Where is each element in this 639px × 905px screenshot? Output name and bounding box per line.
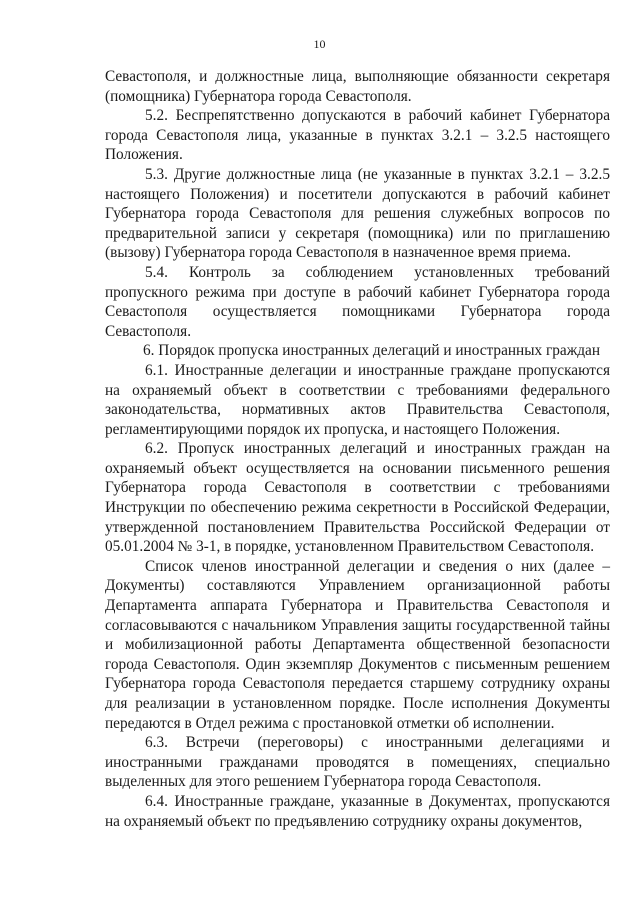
paragraph-continuation: Севастополя, и должностные лица, выполняющие обязанности секретаря (помощника) Губернатора города Севастополя. (105, 68, 610, 105)
paragraph-5-3: 5.3. Другие должностные лица (не указанные в пунктах 3.2.1 – 3.2.5 настоящего Положения) и посетители допускаются в рабочий кабинет Губернатора города Севастополя для решения служебных вопросов по предварительной записи у секретаря (помощника) или по приглашению (вызову) Губернатора города Севастополя в назначенное время приема. (105, 165, 610, 262)
section-heading-6: 6. Порядок пропуска иностранных делегаций и иностранных граждан (143, 342, 601, 360)
paragraph-5-4: 5.4. Контроль за соблюдением установленных требований пропускного режима при доступе в рабочий кабинет Губернатора города Севастополя осуществляется помощниками Губернатора города Севастополя. (105, 263, 610, 340)
paragraph-6-1: 6.1. Иностранные делегации и иностранные граждане пропускаются на охраняемый объект в соответствии с требованиями федерального законодательства, нормативных актов Правительства Севастополя, регламентирующими порядок их пропуска, и настоящего Положения. (105, 361, 610, 438)
document-body (105, 67, 610, 831)
paragraph-documents-list: Список членов иностранной делегации и сведения о них (далее – Документы) составляются Управлением организационной работы Департамента аппарата Губернатора и Правительства Севастополя и согласовываются с начальником Управления защиты государственной тайны и мобилизационной работы Департамента общественной безопасности города Севастополя. Один экземпляр Документов с письменным решением Губернатора города Севастополя передается старшему сотруднику охраны для реализации в установленном порядке. После исполнения Документы передаются в Отдел режима с простановкой отметки об исполнении. (105, 557, 610, 732)
paragraph-6-3: 6.3. Встречи (переговоры) с иностранными делегациями и иностранными гражданами проводятся в помещениях, специально выделенных для этого решением Губернатора города Севастополя. (105, 734, 610, 791)
paragraph-6-2: 6.2. Пропуск иностранных делегаций и иностранных граждан на охраняемый объект осуществляется на основании письменного решения Губернатора города Севастополя в соответствии с требованиями Инструкции по обеспечению режима секретности в Российской Федерации, утвержденной постановлением Правительства Российской Федерации от 05.01.2004 № 3-1, в порядке, установленном Правительством Севастополя. (105, 440, 610, 556)
paragraph-5-2: 5.2. Беспрепятственно допускаются в рабочий кабинет Губернатора города Севастополя лица, указанные в пунктах 3.2.1 – 3.2.5 настоящего Положения. (105, 107, 610, 164)
paragraph-6-4: 6.4. Иностранные граждане, указанные в Документах, пропускаются на охраняемый объект по предъявлению сотруднику охраны документов, (105, 792, 610, 830)
page-number: 10 (313, 37, 326, 51)
